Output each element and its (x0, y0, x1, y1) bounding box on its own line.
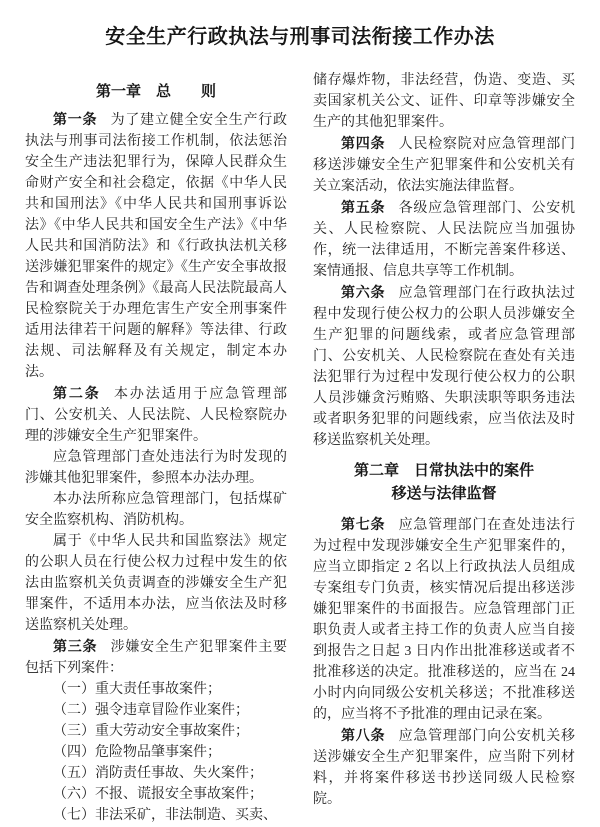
chapter-1-heading: 第一章 总 则 (95, 83, 216, 100)
case-item-6: （六）不报、谎报安全事故案件； (53, 787, 263, 802)
case-item-7: （七）非法采矿，非法制造、买卖、 (53, 808, 277, 823)
article-2-paragraph-3: 本办法所称应急管理部门，包括煤矿安全监察机构、消防机构。 (25, 492, 287, 528)
case-item-1: （一）重大责任事故案件； (53, 682, 221, 697)
article-4-paragraph (313, 133, 575, 197)
document-title: 安全生产行政执法与刑事司法衔接工作办法 (105, 26, 495, 48)
article-7-text: 应急管理部门在查处违法行为过程中发现涉嫌安全生产犯罪案件的，应当立即指定 2 名以上行政执法人员组成专案组专门负责，核实情况后提出移送涉嫌犯罪案件的书面报告。应急管理部门正职负责人或者主持工作的负责人应当自接到报告之日起 3 日内作出批准移送或者不批准移送的决定。批准移送的，应当在 24 小时内向同级公安机关移送；不批准移送的，应当将不予批准的理由记录在案。 (313, 518, 576, 722)
article-3-label: 第三条 (53, 638, 98, 654)
chapter-2-heading (313, 459, 575, 505)
left-column (25, 70, 287, 826)
case-item-5: （五）消防责任事故、失火案件； (53, 766, 263, 781)
case-item-2: （二）强令违章冒险作业案件； (53, 703, 249, 718)
article-4-label: 第四条 (341, 135, 386, 151)
article-5-text: 各级应急管理部门、公安机关、人民检察院、人民法院应当加强协作，统一法律适用，不断完善案件移送、案情通报、信息共享等工作机制。 (313, 201, 576, 279)
case-item-4: （四）危险物品肇事案件； (53, 745, 221, 760)
article-5-paragraph (313, 197, 575, 282)
article-2-paragraph (25, 383, 287, 447)
chapter-2-heading-line-1: 第二章 日常执法中的案件 (353, 462, 534, 479)
article-2-paragraph-4: 属于《中华人民共和国监察法》规定的公职人员在行使公权力过程中发生的依法由监察机关负责调查的涉嫌安全生产犯罪案件，不适用本办法，应当依法及时移送监察机关处理。 (25, 534, 287, 633)
article-8-label: 第八条 (341, 727, 386, 743)
article-7-paragraph (313, 514, 575, 725)
article-5-label: 第五条 (341, 199, 386, 215)
two-column-layout (25, 70, 575, 826)
case-item-3: （三）重大劳动安全事故案件； (53, 724, 249, 739)
article-6-label: 第六条 (341, 284, 386, 300)
article-2-label: 第二条 (53, 385, 101, 401)
article-1-text: 为了建立健全安全生产行政执法与刑事司法衔接工作机制，依法惩治安全生产违法犯罪行为，保障人民群众生命财产安全和社会稳定，依据《中华人民共和国刑法》《中华人民共和国刑事诉讼法》《中华人民共和国安全生产法》《中华人民共和国消防法》和《行政执法机关移送涉嫌犯罪案件的规定》《生产安全事故报告和调查处理条例》《最高人民法院最高人民检察院关于办理危害生产安全刑事案件适用法律若干问题的解释》等法律、行政法规、司法解释及有关规定，制定本办法。 (25, 113, 288, 380)
article-7-label: 第七条 (341, 516, 386, 532)
article-6-text: 应急管理部门在行政执法过程中发现行使公权力的公职人员涉嫌安全生产犯罪的问题线索，或者应急管理部门、公安机关、人民检察院在查处有关违法犯罪行为过程中发现行使公权力的公职人员涉嫌贪污贿赂、失职渎职等职务违法或者职务犯罪的问题线索，应当依法及时移送监察机关处理。 (313, 286, 576, 448)
article-8-text: 应急管理部门向公安机关移送涉嫌安全生产犯罪案件，应当附下列材料，并将案件移送书抄送同级人民检察院。 (313, 729, 576, 807)
article-1-paragraph (25, 109, 287, 383)
article-1-label: 第一条 (53, 111, 98, 127)
right-column (313, 70, 575, 826)
case-item-7-continuation: 储存爆炸物，非法经营，伪造、变造、买卖国家机关公文、证件、印章等涉嫌安全生产的其他犯罪案件。 (313, 73, 575, 130)
article-2-text: 本办法适用于应急管理部门、公安机关、人民法院、人民检察院办理的涉嫌安全生产犯罪案件。 (25, 387, 288, 444)
article-8-paragraph (313, 725, 575, 810)
article-3-text: 涉嫌安全生产犯罪案件主要包括下列案件： (25, 640, 288, 676)
article-2-paragraph-2: 应急管理部门查处违法行为时发现的涉嫌其他犯罪案件，参照本办法办理。 (25, 450, 287, 486)
article-3-paragraph (25, 636, 287, 679)
chapter-2-heading-line-2: 移送与法律监督 (391, 485, 497, 502)
article-4-text: 人民检察院对应急管理部门移送涉嫌安全生产犯罪案件和公安机关有关立案活动，依法实施法律监督。 (313, 137, 576, 194)
article-6-paragraph (313, 282, 575, 451)
